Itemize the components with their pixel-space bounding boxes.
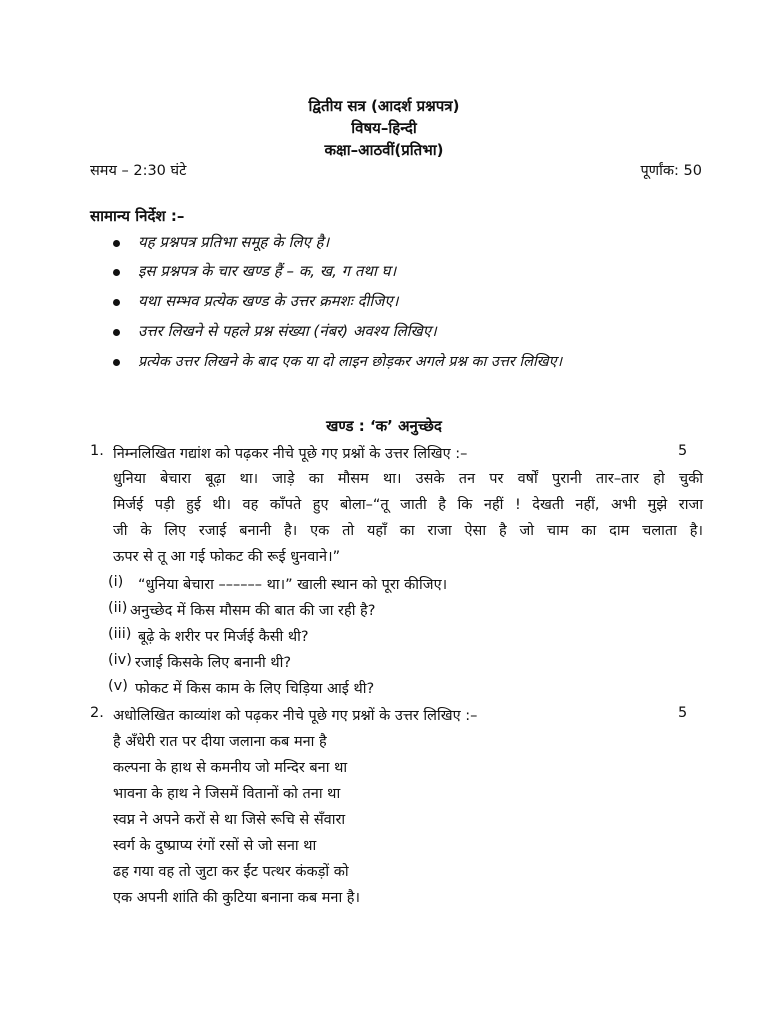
sub-question-label: (iv) <box>108 652 132 668</box>
paper-title: द्वितीय सत्र (आदर्श प्रश्नपत्र) <box>308 97 460 115</box>
sub-question-label: (v) <box>108 678 128 694</box>
poem-line: भावना के हाथ ने जिसमें वितानों को तना था <box>113 786 341 802</box>
sub-question-text: अनुच्छेद में किस मौसम की बात की जा रही है? <box>130 603 376 619</box>
bullet-icon <box>113 299 120 306</box>
poem-line: ढह गया वह तो जुटा कर ईंट पत्थर कंकड़ों को <box>113 864 349 880</box>
poem-line: है अँधेरी रात पर दीया जलाना कब मना है <box>113 734 327 750</box>
question-number: 1. <box>90 443 104 459</box>
poem-line: एक अपनी शांति की कुटिया बनाना कब मना है। <box>113 890 361 906</box>
question-marks: 5 <box>678 443 688 459</box>
total-marks: पूर्णांक: 50 <box>640 163 702 179</box>
instruction-item: यथा सम्भव प्रत्येक खण्ड के उत्तर क्रमशः दीजिए। <box>138 292 399 310</box>
passage-line: धुनिया बेचारा बूढ़ा था। जाड़े का मौसम था। उसके तन पर वर्षों पुरानी तार–तार हो चुकी <box>113 471 703 487</box>
question-prompt: निम्नलिखित गद्यांश को पढ़कर नीचे पूछे गए प्रश्नों के उत्तर लिखिए :– <box>113 446 468 462</box>
instruction-item: प्रत्येक उत्तर लिखने के बाद एक या दो लाइन छोड़कर अगले प्रश्न का उत्तर लिखिए। <box>138 354 563 370</box>
instruction-item: यह प्रश्नपत्र प्रतिभा समूह के लिए है। <box>138 233 330 251</box>
question-prompt: अधोलिखित काव्यांश को पढ़कर नीचे पूछे गए प्रश्नों के उत्तर लिखिए :– <box>113 708 478 724</box>
question-marks: 5 <box>678 705 688 721</box>
bullet-icon <box>113 240 120 247</box>
bullet-icon <box>113 269 120 276</box>
passage-line: मिर्जई पड़ी हुई थी। वह काँपते हुए बोला–“तू जाती है कि नहीं ! देखती नहीं, अभी मुझे राजा <box>113 497 703 513</box>
poem-line: कल्पना के हाथ से कमनीय जो मन्दिर बना था <box>113 760 348 776</box>
sub-question-text: “धुनिया बेचारा –––––– था।” खाली स्थान को पूरा कीजिए। <box>138 577 448 593</box>
sub-question-text: बूढ़े के शरीर पर मिर्जई कैसी थी? <box>138 629 309 645</box>
paper-subject: विषय–हिन्दी <box>351 119 417 137</box>
sub-question-text: रजाई किसके लिए बनानी थी? <box>135 655 292 671</box>
sub-question-label: (iii) <box>108 626 132 642</box>
instruction-item: उत्तर लिखने से पहले प्रश्न संख्या (नंबर) अवश्य लिखिए। <box>138 322 437 340</box>
poem-line: स्वर्ग के दुष्प्राप्य रंगों रसों से जो सना था <box>113 838 317 854</box>
passage-line: ऊपर से तू आ गई फोकट की रूई धुनवाने।” <box>113 549 341 565</box>
instruction-item: इस प्रश्नपत्र के चार खण्ड हैं – क, ख, ग तथा घ। <box>138 262 397 280</box>
poem-line: स्वप्न ने अपने करों से था जिसे रूचि से सँवारा <box>113 812 346 828</box>
time-allowed: समय – 2:30 घंटे <box>90 163 187 179</box>
bullet-icon <box>113 359 120 366</box>
instructions-title: सामान्य निर्देश :– <box>90 207 185 225</box>
section-heading: खण्ड : ‘क’ अनुच्छेद <box>326 417 442 435</box>
question-number: 2. <box>90 705 104 721</box>
sub-question-label: (i) <box>108 574 124 590</box>
sub-question-text: फोकट में किस काम के लिए चिड़िया आई थी? <box>135 681 375 697</box>
passage-line: जी के लिए रजाई बनानी है। एक तो यहाँ का राजा ऐसा है जो चाम का दाम चलाता है। <box>113 523 703 539</box>
sub-question-label: (ii) <box>108 600 128 616</box>
bullet-icon <box>113 329 120 336</box>
paper-class: कक्षा–आठवीं(प्रतिभा) <box>324 141 444 159</box>
